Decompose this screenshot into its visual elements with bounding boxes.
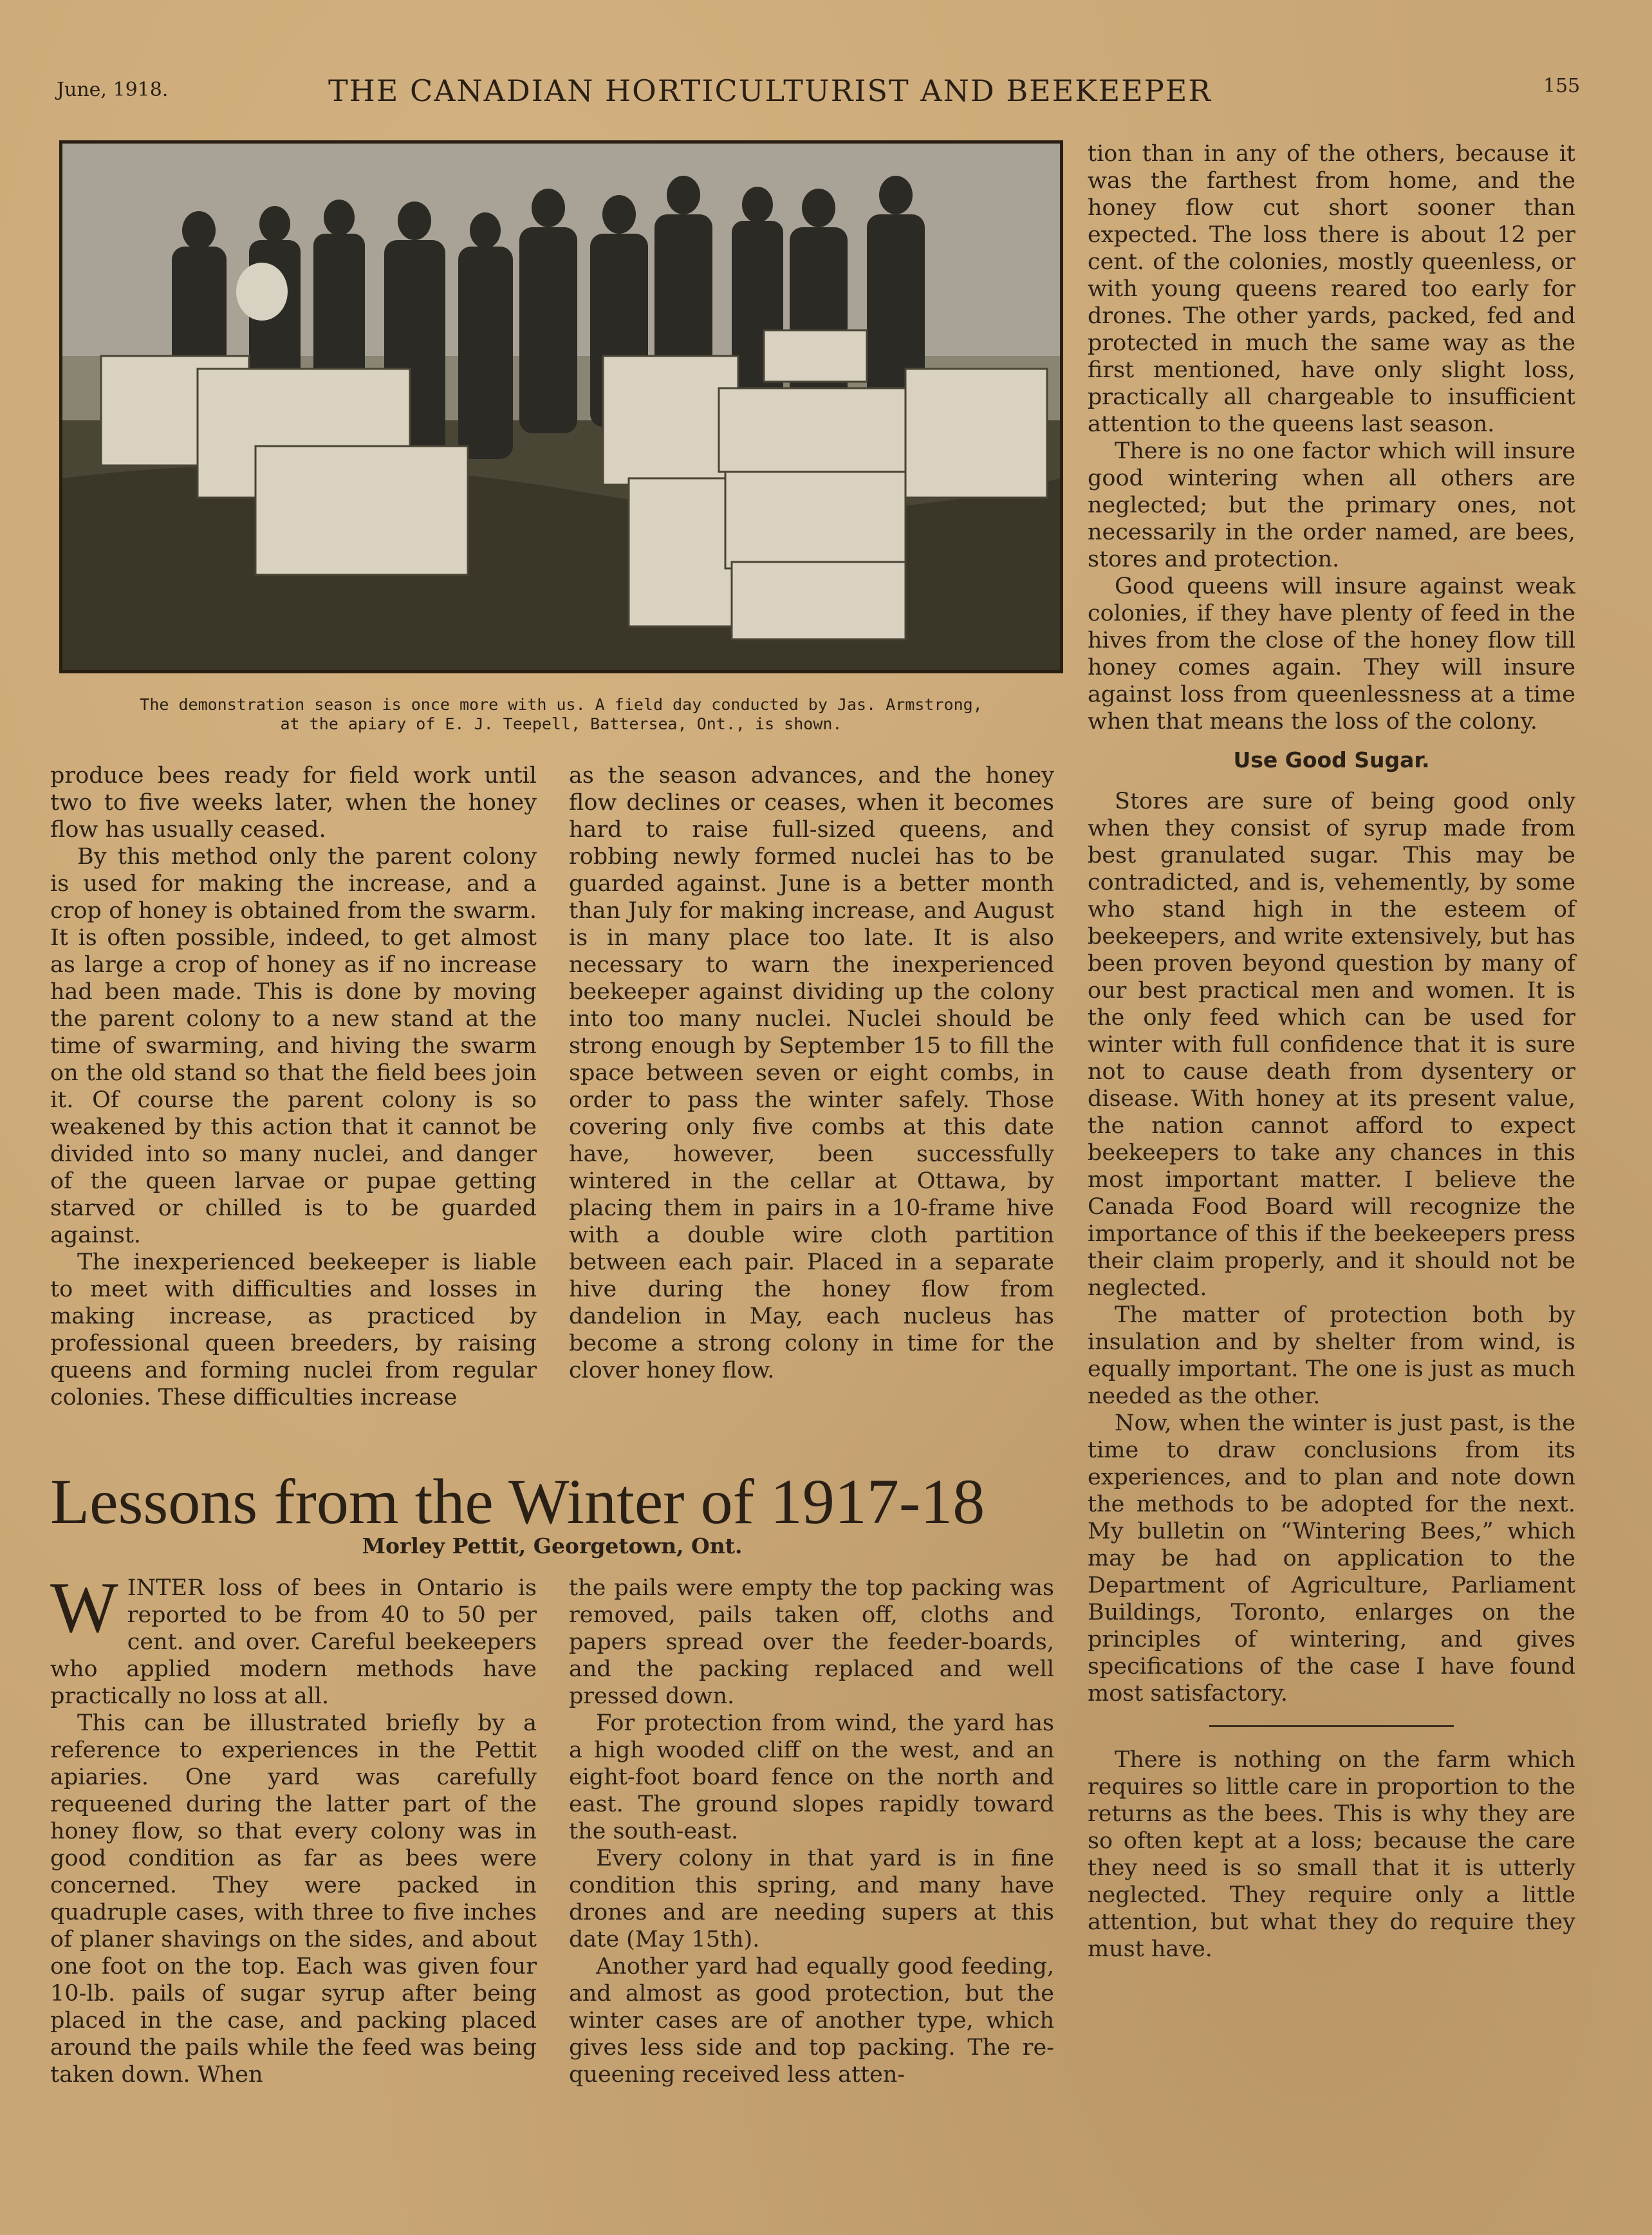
caption-line: The demonstration season is once more with us. A field day conducted by Jas. Armstrong, [140, 695, 983, 714]
caption-line: at the apiary of E. J. Teepell, Battersea, Ont., is shown. [280, 715, 842, 733]
paragraph: For protection from wind, the yard has a high wooded cliff on the west, and an eight-foot board fence on the north and east. The ground slopes rapidly toward the south-east. [569, 1710, 1054, 1844]
magazine-title: THE CANADIAN HORTICULTURIST AND BEEKEEPER [328, 73, 1212, 108]
apiary-photo-illustration [62, 144, 1060, 670]
paragraph: produce bees ready for field work until two to five weeks later, when the honey flow has usually ceased. [50, 763, 537, 843]
page-number: 155 [1543, 75, 1581, 97]
paragraph: Now, when the winter is just past, is the time to draw conclusions from its experiences, and to plan and note down the methods to be adopted for the next. My bulletin on “Wintering Bees,” which may be had on application to the Department of Agriculture, Parliament Buildings, Toronto, enlarges on the principles of wintering, and gives specifications of the case I have found most satisfactory. [1088, 1410, 1575, 1707]
lead-text: INTER loss of bees in Ontario is reported to be from 40 to 50 per cent. and over. Careful beekeepers who applied modern methods have practically no loss at all. [50, 1575, 537, 1709]
photo-caption [59, 695, 1063, 734]
article-column-3 [1088, 140, 1575, 1963]
article-headline: Lessons from the Winter of 1917-18 [50, 1466, 985, 1537]
section-subhead: Use Good Sugar. [1233, 747, 1430, 772]
paragraph: Good queens will insure against weak colonies, if they have plenty of feed in the hives from the close of the honey flow till honey comes again. They will insure against loss from queenlessness at a time when that means the loss of the colony. [1088, 574, 1575, 734]
apiary-photo [59, 140, 1063, 673]
paragraph: Every colony in that yard is in fine condition this spring, and many have drones and are needing supers at this date (May 15th). [569, 1846, 1054, 1952]
paragraph: The inexperienced beekeeper is liable to meet with difficulties and losses in making increase, as practiced by professional queen breeders, by raising queens and forming nuclei from regular colonies. These difficulties increase [50, 1249, 537, 1410]
continued-text-column-1 [50, 762, 537, 1411]
paragraph: The matter of protection both by insulation and by shelter from wind, is equally important. The one is just as much needed as the other. [1088, 1302, 1575, 1409]
paragraph: By this method only the parent colony is used for making the increase, and a crop of honey is obtained from the swarm. It is often possible, indeed, to get almost as large a crop of honey as if no increase had been made. This is done by moving the parent colony to a new stand at the time of swarming, and hiving the swarm on the old stand so that the field bees join it. Of course the parent colony is so weakened by this action that it cannot be divided into so many nuclei, and danger of the queen larvae or pupae getting starved or chilled is to be guarded against. [50, 844, 537, 1248]
paragraph: Another yard had equally good feeding, and almost as good protection, but the winter cases are of another type, which gives less side and top packing. The re-queening received less atten- [569, 1954, 1054, 2088]
divider-rule [1209, 1725, 1454, 1727]
paragraph: as the season advances, and the honey flow declines or ceases, when it becomes hard to raise full-sized queens, and robbing newly formed nuclei has to be guarded against. June is a better month than July for making increase, and August is in many place too late. It is also necessary to warn the inexperienced beekeeper against dividing up the colony into too many nuclei. Nuclei should be strong enough by September 15 to fill the space between seven or eight combs, in order to pass the winter safely. Those covering only five combs at this date have, however, been successfully wintered in the cellar at Ottawa, by placing them in pairs in a 10-frame hive with a double wire cloth partition between each pair. Placed in a separate hive during the honey flow from dandelion in May, each nucleus has become a strong colony in time for the clover honey flow. [569, 763, 1054, 1383]
issue-date: June, 1918. [57, 79, 169, 101]
filler-paragraph: There is nothing on the farm which requires so little care in proportion to the returns as the bees. This is why they are so often kept at a loss; because the care they need is so small that it is utterly neglected. They require only a little attention, but what they do require they must have. [1088, 1747, 1575, 1962]
continued-text-column-2 [569, 762, 1054, 1384]
paragraph: tion than in any of the others, because it was the farthest from home, and the honey flow cut short sooner than expected. The loss there is about 12 per cent. of the colonies, mostly queenless, or with young queens reared too early for drones. The other yards, packed, fed and protected in much the same way as the first mentioned, have only slight loss, practically all chargeable to insufficient attention to the queens last season. [1088, 141, 1575, 437]
article-column-2 [569, 1575, 1054, 2088]
paragraph: There is no one factor which will insure good wintering when all others are neglected; but the primary ones, not necessarily in the order named, are bees, stores and protection. [1088, 438, 1575, 572]
paragraph: the pails were empty the top packing was removed, pails taken off, cloths and papers spread over the feeder-boards, and the packing replaced and well pressed down. [569, 1575, 1054, 1709]
paragraph: Stores are sure of being good only when they consist of syrup made from best granulated sugar. This may be contradicted, and is, vehemently, by some who stand high in the esteem of beekeepers, and write extensively, but has been proven beyond question by many of our best practical men and women. It is the only feed which can be used for winter with full confidence that it is sure not to cause death from dysentery or disease. With honey at its present value, the nation cannot afford to expect beekeepers to take any chances in this most important matter. I believe the Canada Food Board will recognize the importance of this if the beekeepers press their claim properly, and it should not be neglected. [1088, 789, 1575, 1301]
paragraph: This can be illustrated briefly by a reference to experiences in the Pettit apiaries. One yard was carefully requeened during the latter part of the honey flow, so that every colony was in good condition as far as bees were concerned. They were packed in quadruple cases, with three to five inches of planer shavings on the sides, and about one foot on the top. Each was given four 10-lb. pails of sugar syrup after being placed in the case, and packing placed around the pails while the feed was being taken down. When [50, 1710, 537, 2088]
article-byline: Morley Pettit, Georgetown, Ont. [362, 1533, 743, 1558]
drop-cap: W [50, 1568, 118, 1648]
lead-paragraph [50, 1568, 537, 1710]
article-column-1 [50, 1568, 537, 2088]
